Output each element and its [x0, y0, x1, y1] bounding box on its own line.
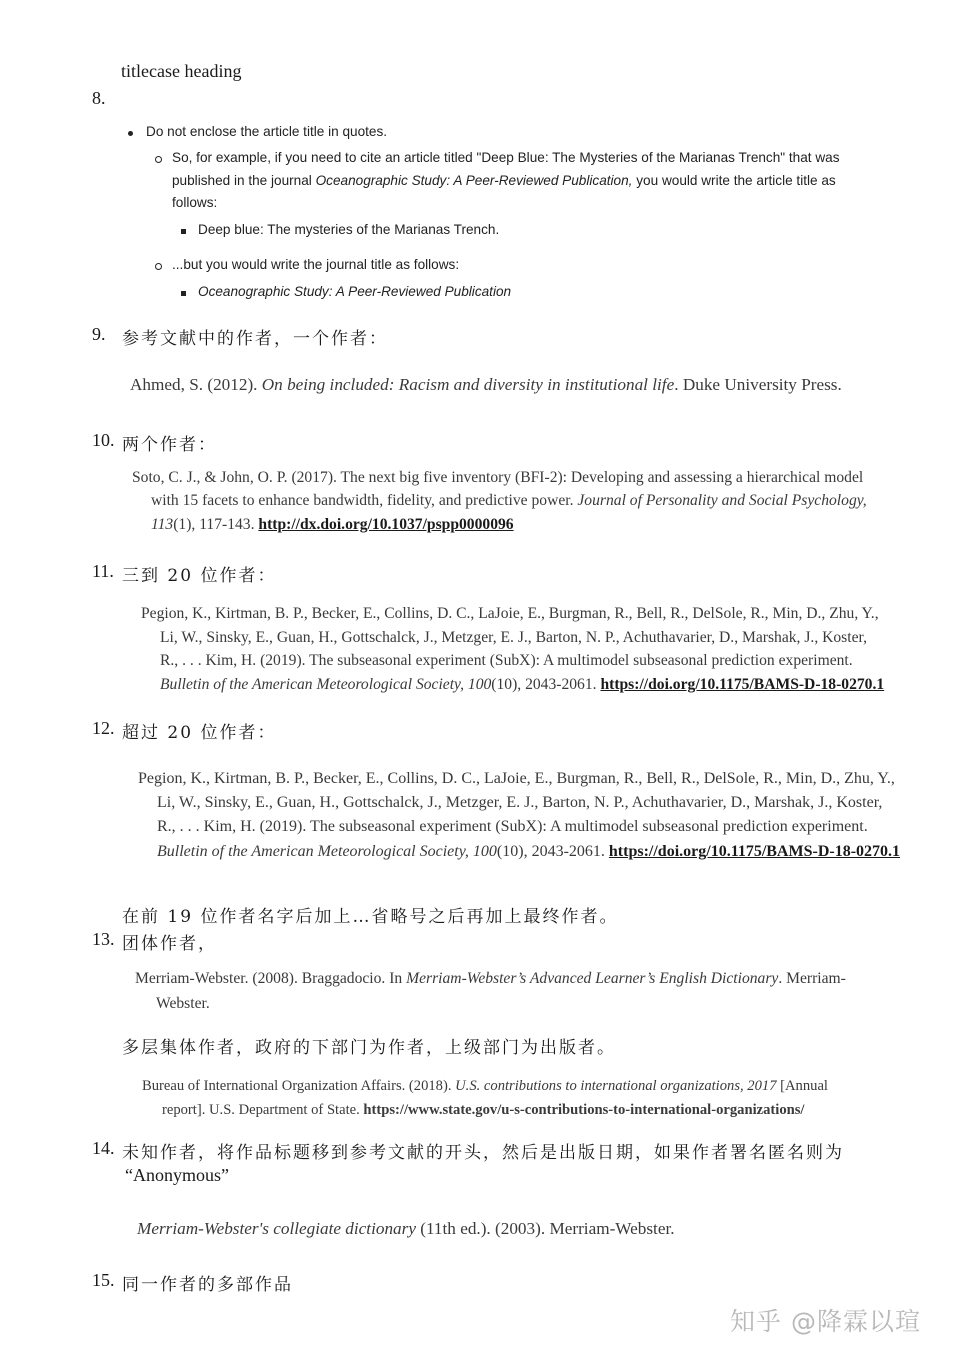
item-13-ref1-line1: Merriam-Webster. (2008). Braggadocio. In Merriam-Webster’s Advanced Learner’s English Dictionary. Merriam-	[135, 970, 846, 987]
item-8-sub2-example: Oceanographic Study: A Peer-Reviewed Publication	[198, 284, 512, 299]
item-8-sub1-line3: follows:	[172, 195, 218, 210]
item-10-ref-line1: Soto, C. J., & John, O. P. (2017). The next big five inventory (BFI-2): Developing and assessing a hierarchical model	[132, 469, 864, 486]
bullet-circle	[155, 156, 162, 163]
doi-link[interactable]: https://doi.org/10.1175/BAMS-D-18-0270.1	[608, 843, 901, 860]
item-13-ref2-line2: report]. U.S. Department of State. https://www.state.gov/u-s-contributions-to-international-organizations/	[162, 1102, 805, 1118]
item-12-number: 12.	[92, 718, 115, 738]
item-13-ref1-line2: Webster.	[156, 995, 210, 1012]
item-11-ref-line1: Pegion, K., Kirtman, B. P., Becker, E., Collins, D. C., LaJoie, E., Burgman, R., Bell, R., DelSole, R., Min, D., Zhu, Y.,	[141, 605, 879, 622]
item-11-ref-line2: Li, W., Sinsky, E., Guan, H., Gottschalck, J., Metzger, E. J., Barton, N. P., Achuthavarier, D., Marshak, J., Koster,	[160, 629, 867, 646]
item-8-sub1-line2: published in the journal Oceanographic Study: A Peer-Reviewed Publication, you would write the article title as	[172, 173, 836, 188]
item-8-bullet-text: Do not enclose the article title in quotes.	[146, 124, 388, 139]
item-8-number: 8.	[92, 88, 106, 108]
item-14-label: 未知作者，将作品标题移到参考文献的开头，然后是出版日期，如果作者署名匿名则为	[122, 1143, 844, 1163]
bullet-square	[181, 291, 186, 296]
bullet-disc	[128, 131, 133, 136]
item-10-number: 10.	[92, 430, 115, 450]
watermark: 知乎 @降霖以瑄	[730, 1307, 921, 1336]
item-11-ref-line4: Bulletin of the American Meteorological Society, 100(10), 2043-2061. https://doi.org/10.1175/BAMS-D-18-0270.1	[160, 676, 885, 693]
item-8-example: Deep blue: The mysteries of the Marianas Trench.	[198, 222, 500, 237]
item-10-ref-line2: with 15 facets to enhance bandwidth, fidelity, and predictive power. Journal of Personality and Social Psychology,	[151, 492, 867, 509]
item-14-reference: Merriam-Webster's collegiate dictionary (11th ed.). (2003). Merriam-Webster.	[137, 1219, 675, 1238]
item-13-label: 团体作者，	[122, 934, 217, 954]
item-12-ref-line1: Pegion, K., Kirtman, B. P., Becker, E., Collins, D. C., LaJoie, E., Burgman, R., Bell, R., DelSole, R., Min, D., Zhu, Y.,	[138, 770, 895, 787]
state-gov-link[interactable]: https://www.state.gov/u-s-contributions-to-international-organizations/	[363, 1102, 805, 1118]
item-14-number: 14.	[92, 1138, 115, 1158]
item-11-number: 11.	[92, 561, 114, 581]
bullet-square	[181, 229, 186, 234]
doi-link[interactable]: http://dx.doi.org/10.1037/pspp0000096	[258, 516, 514, 533]
item-15-number: 15.	[92, 1270, 115, 1290]
item-10-ref-line3: 113(1), 117-143. http://dx.doi.org/10.1037/pspp0000096	[151, 516, 514, 533]
item-9-number: 9.	[92, 324, 106, 344]
item-13-number: 13.	[92, 929, 115, 949]
item-8-sub1-line1: So, for example, if you need to cite an article titled "Deep Blue: The Mysteries of the Marianas Trench" that was	[172, 150, 840, 165]
item-12-note: 在前 19 位作者名字后加上…省略号之后再加上最终作者。	[122, 907, 619, 927]
item-14-label-cont: “Anonymous”	[125, 1165, 229, 1185]
item-12-ref-line2: Li, W., Sinsky, E., Guan, H., Gottschalck, J., Metzger, E. J., Barton, N. P., Achuthavarier, D., Marshak, J., Koster,	[157, 794, 883, 811]
item-11-label: 三到 20 位作者：	[122, 566, 277, 586]
bullet-circle	[155, 263, 162, 270]
item-9-label: 参考文献中的作者，一个作者：	[122, 329, 388, 349]
item-12-label: 超过 20 位作者：	[122, 723, 277, 743]
item-12-ref-line4: Bulletin of the American Meteorological Society, 100(10), 2043-2061. https://doi.org/10.1175/BAMS-D-18-0270.1	[157, 843, 901, 860]
item-12-ref-line3: R., . . . Kim, H. (2019). The subseasonal experiment (SubX): A multimodel subseasonal prediction experiment.	[157, 818, 868, 835]
item-13-ref2-line1: Bureau of International Organization Affairs. (2018). U.S. contributions to international organizations, 2017 [Annual	[142, 1078, 828, 1094]
doi-link[interactable]: https://doi.org/10.1175/BAMS-D-18-0270.1	[600, 676, 885, 693]
item-8-sub2: ...but you would write the journal title as follows:	[172, 257, 460, 272]
item-15-label: 同一作者的多部作品	[122, 1275, 293, 1295]
item-9-reference: Ahmed, S. (2012). On being included: Racism and diversity in institutional life. Duke University Press.	[130, 375, 842, 394]
item-13-note: 多层集体作者，政府的下部门为作者，上级部门为出版者。	[122, 1038, 616, 1058]
item-10-label: 两个作者：	[122, 435, 217, 455]
heading-fragment: titlecase heading	[121, 61, 242, 81]
item-11-ref-line3: R., . . . Kim, H. (2019). The subseasonal experiment (SubX): A multimodel subseasonal prediction experiment.	[160, 652, 853, 669]
